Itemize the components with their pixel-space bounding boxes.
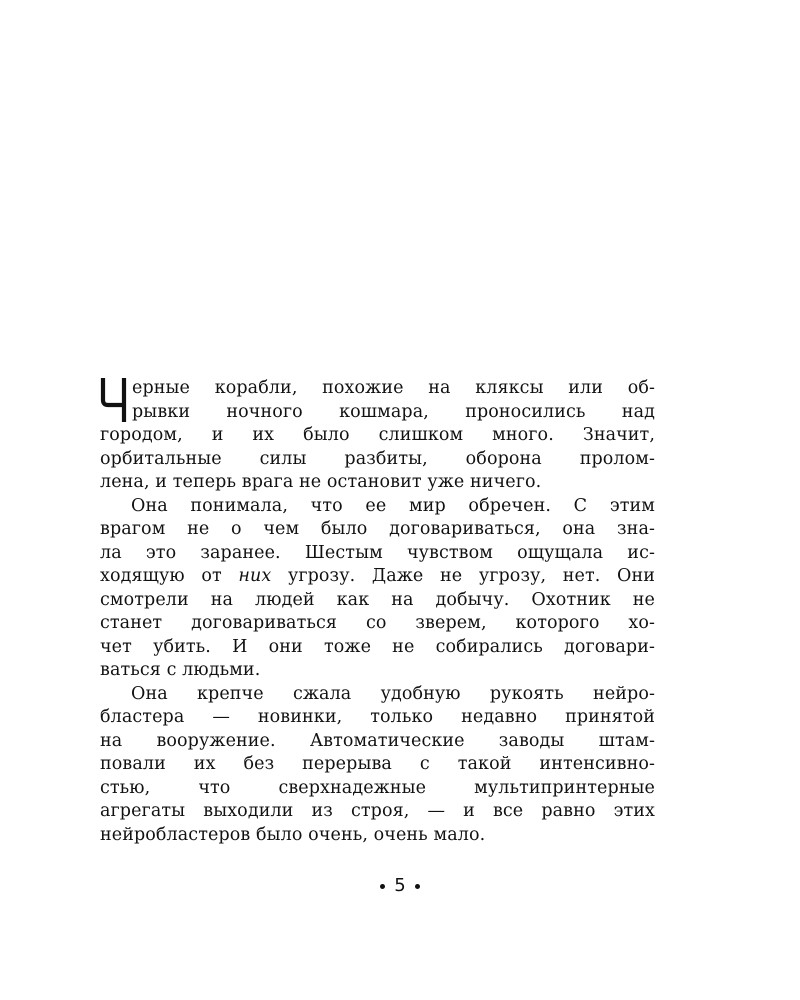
text-line: станет договариваться со зверем, которого хо- <box>100 613 655 633</box>
bullet-dot-icon <box>380 884 385 889</box>
text-line: Она понимала, что ее мир обречен. С этим <box>131 495 655 516</box>
text-line: ла это заранее. Шестым чувством ощущала ис- <box>100 542 655 563</box>
text-line: ваться с людьми. <box>100 660 261 680</box>
text-line: нейробластеров было очень, очень мало. <box>100 824 486 845</box>
body-text <box>100 377 655 847</box>
text-line: агрегаты выходили из строя, — и все равно этих <box>100 801 655 821</box>
text-line: повали их без перерыва с такой интенсивно- <box>100 754 655 774</box>
bullet-dot-icon <box>415 884 420 889</box>
text-line: лена, и теперь врага не остановит уже ничего. <box>100 472 542 492</box>
text-line: смотрели на людей как на добычу. Охотник не <box>100 589 655 610</box>
text-line: ерные корабли, похожие на кляксы или об- <box>132 378 655 398</box>
text-line: чет убить. И они тоже не собирались договари- <box>100 636 655 657</box>
text-run: ходящую от <box>100 566 239 586</box>
text-line: орбитальные силы разбиты, оборона пролом- <box>100 448 655 469</box>
text-run: угрозу. Даже не угрозу, нет. Они <box>271 566 656 586</box>
text-line: городом, и их было слишком много. Значит, <box>100 425 655 445</box>
text-line: Она крепче сжала удобную рукоять нейро- <box>131 683 655 704</box>
text-line: бластера — новинки, только недавно принятой <box>100 707 655 727</box>
page-number-footer <box>0 874 800 898</box>
text-line: на вооружение. Автоматические заводы штам- <box>100 730 655 751</box>
italic-word: них <box>238 566 272 586</box>
text-line: врагом не о чем было договариваться, она зна- <box>100 519 655 539</box>
page-number: 5 <box>394 875 406 896</box>
text-line: рывки ночного кошмара, проносились над <box>132 401 655 422</box>
text-line <box>100 565 655 589</box>
text-line: стью, что сверхнадежные мультипринтерные <box>100 777 655 798</box>
